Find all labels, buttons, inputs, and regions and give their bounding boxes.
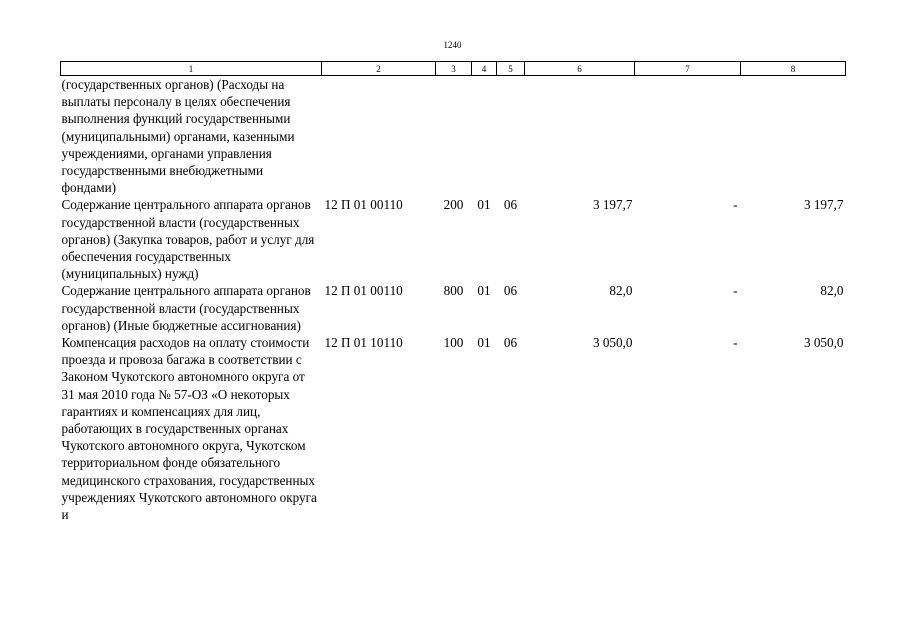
- row-name: Содержание центрального аппарата органов государственной власти (государственных органов) (Иные бюджетные ассигнования): [61, 283, 311, 333]
- table-row: [61, 282, 846, 334]
- budget-table: [60, 61, 846, 523]
- row-col7: -: [733, 335, 738, 351]
- row-vr: [436, 76, 472, 197]
- row-total: 3 050,0: [592, 335, 633, 351]
- column-header: 6: [525, 62, 635, 76]
- row-vr: 100: [443, 335, 464, 351]
- column-header: 5: [497, 62, 525, 76]
- row-col8: [741, 76, 846, 197]
- row-pr: 06: [503, 283, 518, 299]
- row-total: 82,0: [609, 283, 633, 299]
- row-col7: [635, 76, 741, 197]
- row-vr: 200: [443, 197, 464, 213]
- column-header: 1: [61, 62, 322, 76]
- row-code: 12 П 01 10110: [324, 335, 403, 351]
- row-pr: [497, 76, 525, 197]
- row-col8: 3 197,7: [803, 197, 844, 213]
- row-code: 12 П 01 00110: [324, 283, 403, 299]
- column-header: 2: [322, 62, 436, 76]
- row-name: Компенсация расходов на оплату стоимости проезда и провоза багажа в соответствии с Законом Чукотского автономного округа от 31 мая 2010 года № 57-ОЗ «О некоторых гарантиях и компенсациях для лиц, работающих в государственных органах Чукотского автономного округа, Чукотском территориальном фонде обязательного медицинского страхования, государственных учреждениях Чукотского автономного округа и: [61, 335, 317, 523]
- table-row: [61, 334, 846, 523]
- table-row: [61, 196, 846, 282]
- row-code: 12 П 01 00110: [324, 197, 403, 213]
- row-vr: 800: [443, 283, 464, 299]
- row-total: [525, 76, 635, 197]
- column-header: 8: [741, 62, 846, 76]
- row-total: 3 197,7: [592, 197, 633, 213]
- row-rz: 01: [477, 335, 491, 351]
- row-col7: -: [733, 283, 738, 299]
- row-pr: 06: [503, 335, 518, 351]
- row-name: Содержание центрального аппарата органов государственной власти (государственных органов) (Закупка товаров, работ и услуг для обеспечения государственных (муниципальных) нужд): [61, 197, 315, 282]
- row-rz: 01: [477, 197, 491, 213]
- row-col8: 3 050,0: [803, 335, 844, 351]
- column-header: 4: [472, 62, 497, 76]
- page-number: 1240: [443, 40, 462, 50]
- row-name: (государственных органов) (Расходы на выплаты персоналу в целях обеспечения выполнения функций государственными (муниципальными) органами, казенными учреждениями, органами управления государственными внебюджетными фондами): [61, 77, 295, 196]
- row-rz: [472, 76, 497, 197]
- row-pr: 06: [503, 197, 518, 213]
- row-col7: -: [733, 197, 738, 213]
- table-header-row: [61, 62, 846, 76]
- column-header: 3: [436, 62, 472, 76]
- column-header: 7: [635, 62, 741, 76]
- table-row: [61, 76, 846, 197]
- row-col8: 82,0: [820, 283, 844, 299]
- row-rz: 01: [477, 283, 491, 299]
- row-code: [322, 76, 436, 197]
